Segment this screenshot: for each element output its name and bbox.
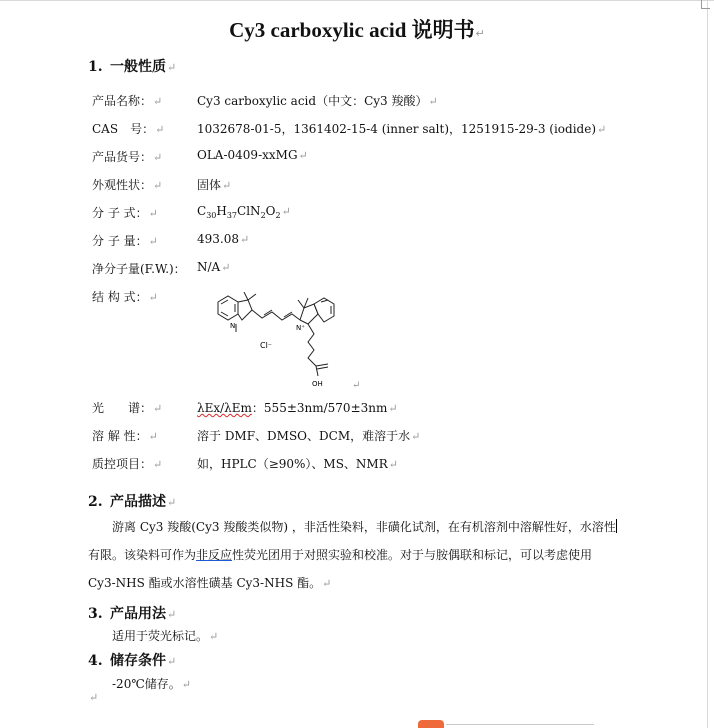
- paragraph-mark: ↵: [240, 233, 250, 246]
- label-text: 光 谱：: [92, 401, 153, 415]
- paragraph-mark: ↵: [181, 678, 191, 691]
- paragraph-mark: ↵: [221, 261, 231, 274]
- section-title: 产品描述: [110, 494, 166, 510]
- section-number: 2.: [88, 494, 103, 510]
- paragraph-mark: ↵: [89, 691, 99, 704]
- bond: [321, 300, 328, 302]
- property-label-structure: [92, 288, 158, 305]
- paragraph-mark: ↵: [222, 179, 232, 192]
- value-text: 溶于 DMF、DMSO、DCM，难溶于水: [197, 429, 411, 443]
- n-label: N: [230, 322, 236, 330]
- section-heading-general: [88, 56, 176, 76]
- grammar-flagged-word: 非反应: [196, 548, 233, 562]
- description-line-2-prefix: 有限。该染料可作为: [88, 548, 197, 562]
- paragraph-mark: ↵: [148, 235, 158, 248]
- value-text: Cy3 carboxylic acid（中文：Cy3 羧酸）: [197, 94, 428, 108]
- property-value-cas: [197, 120, 606, 137]
- section-heading-usage: [88, 603, 176, 623]
- paragraph-mark: ↵: [148, 430, 158, 443]
- paragraph-mark: ↵: [352, 380, 361, 390]
- paragraph-mark: ↵: [388, 402, 398, 415]
- bond: [221, 300, 228, 304]
- paragraph-mark: ↵: [209, 630, 219, 643]
- methyl-bond: [298, 300, 304, 308]
- description-line-1: [88, 513, 628, 541]
- paragraph-mark: ↵: [167, 655, 177, 668]
- formula-n-subscript: 2: [260, 211, 266, 220]
- section-heading-storage: [88, 650, 176, 670]
- formula-o-subscript: 2: [275, 211, 281, 220]
- property-label-appearance: [92, 176, 162, 193]
- property-value-name: [197, 92, 438, 109]
- property-value-catalog: [197, 148, 308, 162]
- label-text: 结 构 式：: [92, 290, 148, 304]
- property-label-cas: [92, 120, 164, 137]
- property-value-formula: [197, 204, 291, 218]
- label-text: 分 子 量：: [92, 234, 148, 248]
- storage-text: [112, 675, 191, 692]
- page-right-margin: [707, 0, 708, 728]
- footer-stamp-graphic: [418, 720, 444, 728]
- property-label-qc: [92, 455, 162, 472]
- usage-text-content: 适用于荧光标记。: [112, 629, 209, 643]
- document-title: [0, 14, 714, 44]
- property-value-solubility: [197, 427, 420, 444]
- property-label-solubility: [92, 427, 158, 444]
- paragraph-mark: ↵: [281, 205, 291, 218]
- section-heading-description: [88, 491, 176, 511]
- label-text: 分 子 式：: [92, 206, 148, 220]
- formula-o: O: [265, 204, 276, 218]
- polymethine-chain: [252, 310, 300, 320]
- paragraph-mark: ↵: [475, 28, 485, 40]
- property-value-qc: [197, 455, 398, 472]
- methyl-bond: [244, 292, 248, 300]
- label-text: 产品货号：: [92, 150, 153, 164]
- n-plus-label: N⁺: [296, 324, 305, 332]
- paragraph-mark: ↵: [597, 123, 607, 136]
- description-line-3-text: Cy3-NHS 酯或水溶性磺基 Cy3-NHS 酯。: [88, 576, 322, 590]
- document-title-text: Cy3 carboxylic acid 说明书: [229, 18, 475, 42]
- value-text: 1032678-01-5，1361402-15-4 (inner salt)，1251915-29-3 (iodide): [197, 122, 597, 136]
- paragraph-mark: ↵: [428, 95, 438, 108]
- usage-text: [112, 627, 218, 644]
- section-number: 1.: [88, 59, 103, 75]
- storage-text-content: -20℃储存。: [112, 677, 181, 691]
- description-line-2-suffix: 性荧光团用于对照实验和校准。对于与胺偶联和标记，可以考虑使用: [232, 548, 593, 562]
- property-label-spectrum: [92, 399, 162, 416]
- property-label-mw: [92, 232, 158, 249]
- footer-line: [446, 724, 594, 725]
- paragraph-mark: ↵: [298, 149, 308, 162]
- value-text: 493.08: [197, 232, 239, 246]
- paragraph-mark: ↵: [155, 123, 165, 136]
- oh-label: OH: [312, 380, 323, 388]
- label-text: 质控项目：: [92, 457, 153, 471]
- paragraph-mark: ↵: [153, 402, 163, 415]
- formula-c-subscript: 30: [206, 211, 217, 220]
- section-title: 产品用法: [110, 606, 166, 622]
- property-label-net-mw: [92, 260, 186, 277]
- spectrum-value: ：555±3nm/570±3nm: [251, 401, 388, 415]
- property-label-formula: [92, 204, 158, 221]
- formula-cln: ClN: [237, 204, 261, 218]
- property-label-catalog: [92, 148, 162, 165]
- section-number: 3.: [88, 606, 103, 622]
- label-text: CAS 号：: [92, 122, 155, 136]
- description-line-3: [88, 569, 628, 598]
- paragraph-mark: ↵: [153, 179, 163, 192]
- carbonyl-double-bond: [317, 367, 328, 369]
- hydroxyl-bond: [316, 366, 318, 376]
- section-title: 一般性质: [110, 59, 166, 75]
- paragraph-mark: ↵: [148, 291, 158, 304]
- page-top-edge: [0, 0, 714, 1]
- end-paragraph-mark: [88, 690, 98, 704]
- chemical-structure-image: [204, 292, 364, 390]
- spectrum-key: λEx/λEm: [197, 401, 252, 415]
- property-value-net-mw: [197, 260, 230, 274]
- value-text: 固体: [197, 178, 222, 192]
- section-title: 储存条件: [110, 653, 166, 669]
- left-indoline-ring: [238, 300, 252, 320]
- formula-c: C: [197, 204, 207, 218]
- property-label-name: [92, 92, 162, 109]
- formula-h: H: [216, 204, 227, 218]
- paragraph-mark: ↵: [153, 95, 163, 108]
- property-value-mw: [197, 232, 249, 246]
- value-text: N/A: [197, 260, 221, 274]
- paragraph-mark: ↵: [153, 151, 163, 164]
- property-value-appearance: [197, 176, 231, 193]
- paragraph-mark: ↵: [411, 430, 421, 443]
- bond: [221, 312, 228, 316]
- value-text: 如，HPLC（≥90%）、MS、NMR: [197, 457, 388, 471]
- formula-h-subscript: 37: [226, 211, 238, 220]
- text-cursor: [616, 519, 617, 533]
- label-text: 净分子量(F.W.)：: [92, 262, 186, 276]
- label-text: 溶 解 性：: [92, 429, 148, 443]
- chloride-label: Cl⁻: [260, 341, 273, 350]
- paragraph-mark: ↵: [388, 458, 398, 471]
- pentyl-chain: [308, 324, 316, 366]
- label-text: 外观性状：: [92, 178, 153, 192]
- property-value-spectrum: [197, 399, 398, 416]
- paragraph-mark: ↵: [153, 458, 163, 471]
- paragraph-mark: ↵: [167, 496, 177, 509]
- label-text: 产品名称：: [92, 94, 153, 108]
- paragraph-mark: ↵: [322, 577, 332, 590]
- description-line-2: [88, 541, 628, 569]
- margin-corner-mark: [701, 0, 710, 9]
- methyl-bond: [248, 294, 256, 300]
- section-number: 4.: [88, 653, 103, 669]
- paragraph-mark: ↵: [148, 207, 158, 220]
- description-line-1-text: 游离 Cy3 羧酸(Cy3 羧酸类似物) ，非活性染料，非磺化试剂，在有机溶剂中溶解性好，水溶性: [112, 520, 616, 534]
- carbonyl-bond: [316, 364, 328, 366]
- paragraph-mark: ↵: [167, 608, 177, 621]
- value-text: OLA-0409-xxMG: [197, 148, 298, 162]
- description-paragraph: [88, 513, 628, 598]
- paragraph-mark: ↵: [167, 61, 177, 74]
